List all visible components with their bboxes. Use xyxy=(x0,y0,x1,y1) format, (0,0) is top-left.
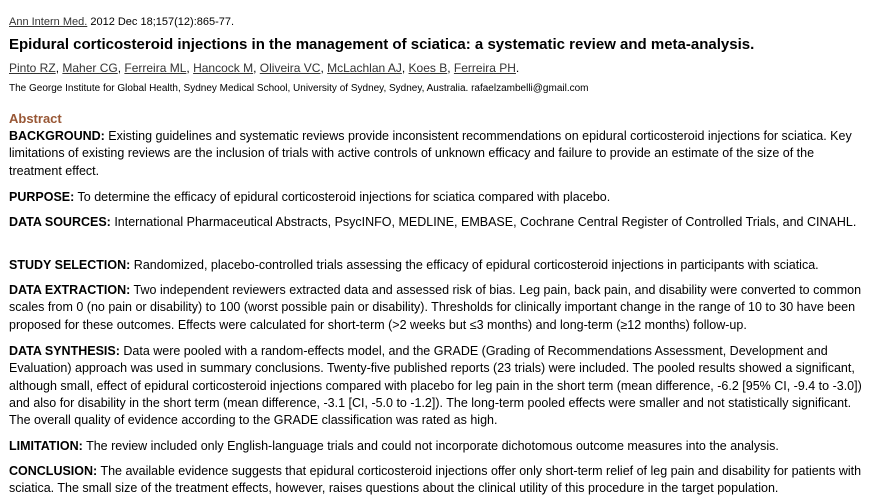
section-text: To determine the efficacy of epidural corticosteroid injections for sciatica compared with placebo. xyxy=(74,190,611,204)
author-link[interactable]: Maher CG xyxy=(62,61,118,75)
section-text: Existing guidelines and systematic reviews provide inconsistent recommendations on epidural corticosteroid injections for sciatica. Key limitations of existing reviews are the inclusion of trials with active controls of unknown efficacy and failure to provide an estimate of the size of the treatment effect. xyxy=(9,129,852,178)
section-label: CONCLUSION: xyxy=(9,464,98,478)
section-data-sources xyxy=(9,214,867,231)
affiliation: The George Institute for Global Health, Sydney Medical School, University of Sydney, Sydney, Australia. rafaelzambelli@gmail.com xyxy=(9,83,589,94)
journal-link[interactable]: Ann Intern Med. xyxy=(9,16,88,28)
section-label: PURPOSE: xyxy=(9,190,75,204)
section-data-synthesis xyxy=(9,343,867,429)
author-link[interactable]: Ferreira ML xyxy=(124,61,187,75)
section-text: The available evidence suggests that epidural corticosteroid injections offer only short-term relief of leg pain and disability for patients with sciatica. The small size of the treatment effects, however, raises questions about the clinical utility of this procedure in the target population. xyxy=(9,464,862,496)
section-purpose xyxy=(9,189,867,206)
author-link[interactable]: Oliveira VC xyxy=(259,61,321,75)
section-text: International Pharmaceutical Abstracts, PsycINFO, MEDLINE, EMBASE, Cochrane Central Register of Controlled Trials, and CINAHL. xyxy=(110,215,857,229)
section-data-extraction xyxy=(9,282,867,334)
section-study-selection xyxy=(9,257,867,274)
section-label: DATA EXTRACTION: xyxy=(9,283,131,297)
author-list: Pinto RZ, Maher CG, Ferreira ML, Hancock M, Oliveira VC, McLachlan AJ, Koes B, Ferreira PH. xyxy=(9,61,520,75)
section-text: The review included only English-language trials and could not incorporate dichotomous outcome measures into the analysis. xyxy=(82,439,779,453)
author-link[interactable]: Koes B xyxy=(408,61,448,75)
article-title: Epidural corticosteroid injections in the management of sciatica: a systematic review and meta-analysis. xyxy=(9,36,755,53)
citation-details: 2012 Dec 18;157(12):865-77. xyxy=(87,16,235,28)
author-link[interactable]: Pinto RZ xyxy=(9,61,56,75)
section-label: DATA SYNTHESIS: xyxy=(9,344,120,358)
author-link[interactable]: McLachlan AJ xyxy=(327,61,402,75)
section-text: Two independent reviewers extracted data and assessed risk of bias. Leg pain, back pain, and disability were converted to common scales from 0 (no pain or disability) to 100 (worst possible pain or disability). Thresholds for clinically important change in the range of 10 to 30 have been proposed for these outcomes. Effects were calculated for short-term (>2 weeks but ≤3 months) and long-term (≥12 months) follow-up. xyxy=(9,283,862,332)
section-text: Randomized, placebo-controlled trials assessing the efficacy of epidural corticosteroid injections in participants with sciatica. xyxy=(130,258,819,272)
section-label: STUDY SELECTION: xyxy=(9,258,131,272)
author-link[interactable]: Ferreira PH xyxy=(453,61,516,75)
section-label: DATA SOURCES: xyxy=(9,215,111,229)
section-background xyxy=(9,128,867,180)
section-limitation xyxy=(9,438,867,455)
author-link[interactable]: Hancock M xyxy=(193,61,254,75)
section-text: Data were pooled with a random-effects model, and the GRADE (Grading of Recommendations Assessment, Development and Evaluation) approach was used in summary conclusions. Twenty-five published reports (23 trials) were included. The pooled results showed a significant, although small, effect of epidural corticosteroid injections compared with placebo for leg pain in the short term (mean difference, -6.2 [95% CI, -9.4 to -3.0]) and also for disability in the short term (mean difference, -3.1 [CI, -5.0 to -1.2]). The long-term pooled effects were smaller and not statistically significant. The overall quality of evidence according to the GRADE classification was rated as high. xyxy=(9,344,862,428)
abstract-heading: Abstract xyxy=(9,111,62,126)
section-label: BACKGROUND: xyxy=(9,129,105,143)
section-conclusion xyxy=(9,463,867,498)
citation xyxy=(9,15,234,29)
section-label: LIMITATION: xyxy=(9,439,83,453)
